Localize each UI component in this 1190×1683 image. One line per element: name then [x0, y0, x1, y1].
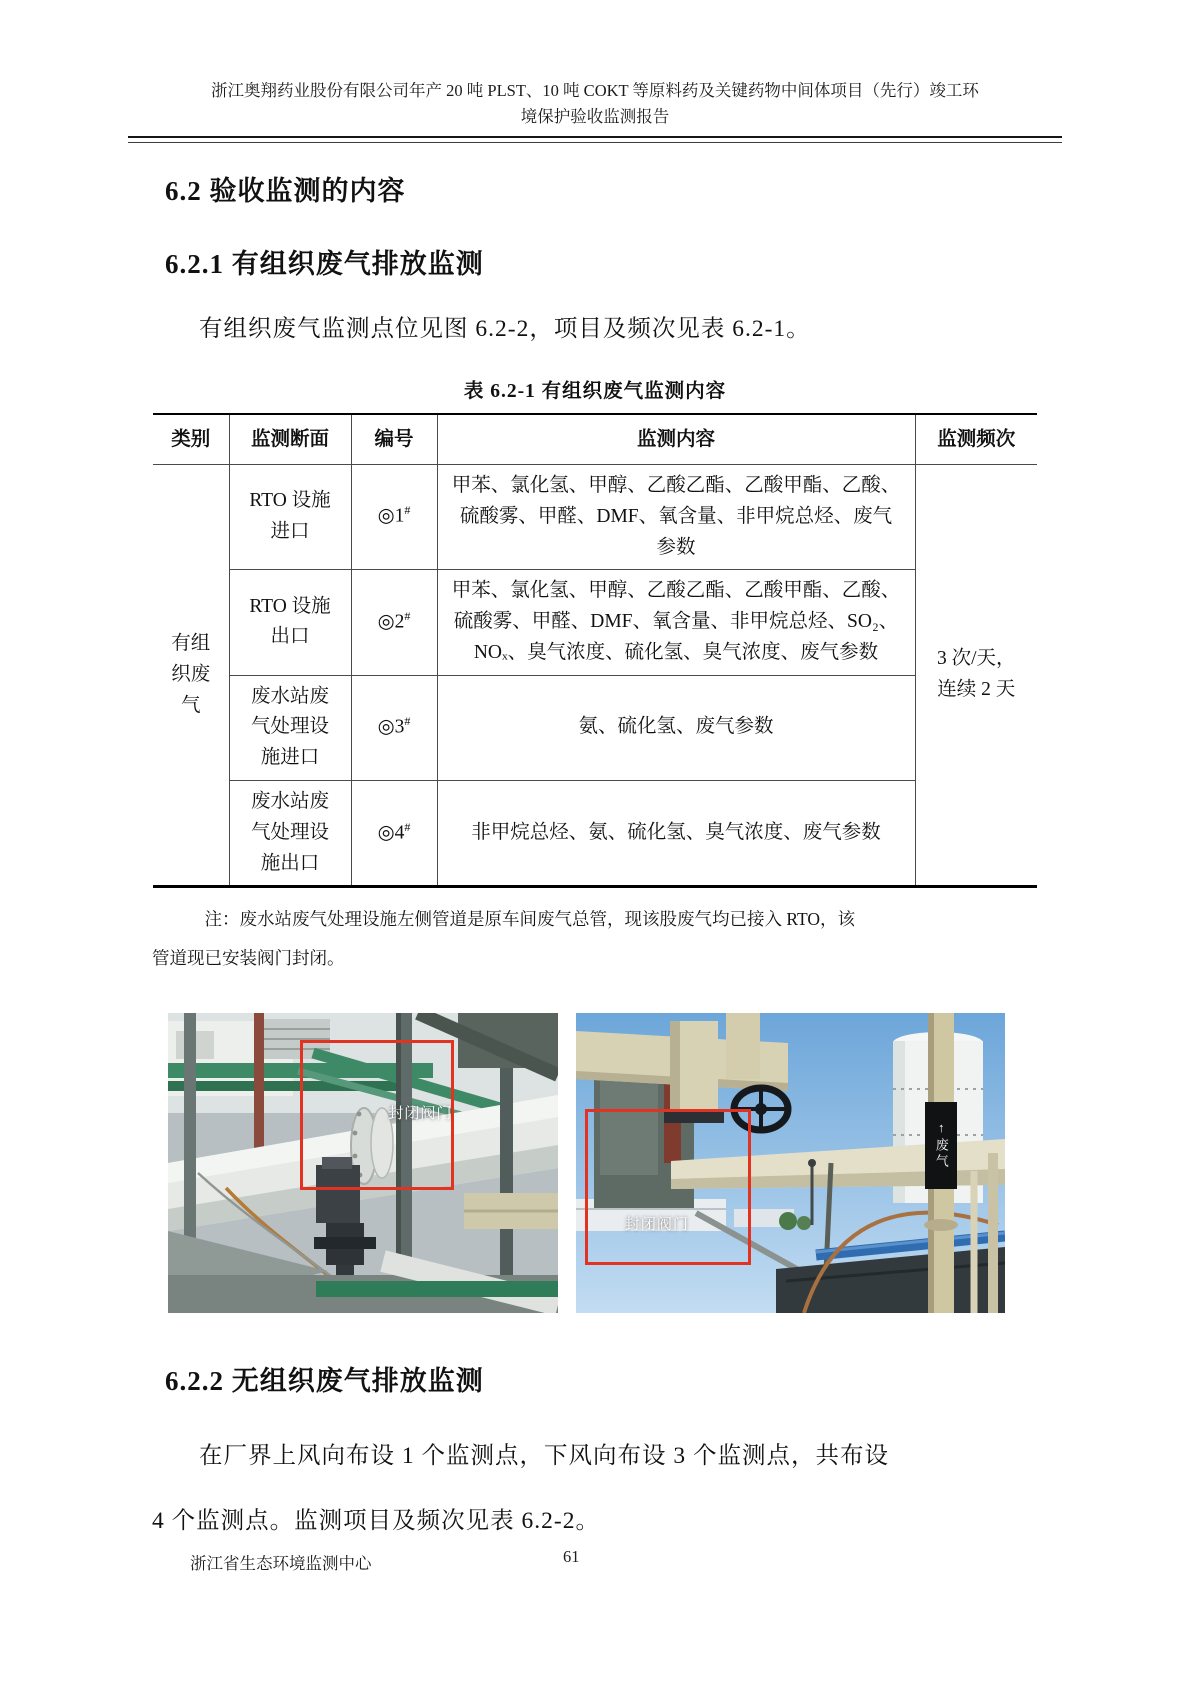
cell-section-4: 废水站废气处理设施出口	[229, 781, 351, 887]
cell-code-1	[351, 464, 437, 569]
header-line-2: 境保护验收监测报告	[520, 106, 670, 126]
photo-row	[168, 1013, 1190, 1313]
monitoring-table	[153, 413, 1037, 889]
cell-content-2: 甲苯、氯化氢、甲醇、乙酸乙酯、乙酸甲酯、乙酸、硫酸雾、甲醛、DMF、氧含量、非甲烷总烃、SO₂、NOₓ、臭气浓度、硫化氢、臭气浓度、废气参数	[437, 570, 915, 675]
photo-right-closed-valve	[576, 1013, 1005, 1313]
paragraph-6-2-2	[152, 1424, 1038, 1553]
col-header-category: 类别	[153, 414, 229, 465]
cell-section-2: RTO 设施出口	[229, 570, 351, 675]
cell-code-3	[351, 675, 437, 780]
col-header-frequency: 监测频次	[915, 414, 1037, 465]
header-rule	[128, 136, 1062, 143]
code-sup: #	[404, 608, 411, 623]
cell-content-4: 非甲烷总烃、氨、硫化氢、臭气浓度、废气参数	[437, 781, 915, 887]
code-text: ◎3	[377, 716, 405, 738]
document-header	[115, 0, 1075, 129]
table-row	[153, 570, 1037, 675]
cell-frequency: 3 次/天，连续 2 天	[915, 464, 1037, 887]
waste-gas-sign: ↑废气	[925, 1102, 957, 1189]
right-red-annotation-box	[585, 1109, 751, 1265]
code-text: ◎4	[377, 822, 405, 844]
cell-section-1: RTO 设施进口	[229, 464, 351, 569]
note-line-2: 管道现已安装阀门封闭。	[152, 947, 345, 968]
table-row	[153, 464, 1037, 569]
table-row	[153, 675, 1037, 780]
cell-section-3: 废水站废气处理设施进口	[229, 675, 351, 780]
right-photo-valve-label: 封闭阀门	[624, 1215, 689, 1233]
code-text: ◎2	[377, 611, 405, 633]
cell-code-2	[351, 570, 437, 675]
header-line-1: 浙江奥翔药业股份有限公司年产 20 吨 PLST、10 吨 COKT 等原料药及关键药物中间体项目（先行）竣工环	[211, 81, 979, 100]
table-title: 表 6.2-1 有组织废气监测内容	[463, 380, 727, 402]
col-header-content: 监测内容	[437, 414, 915, 465]
table-header-row	[153, 414, 1037, 465]
paragraph-6-2-2-line-1: 在厂界上风向布设 1 个监测点，下风向布设 3 个监测点，共布设	[199, 1443, 889, 1470]
cell-content-3: 氨、硫化氢、废气参数	[437, 675, 915, 780]
cell-category: 有组织废气	[153, 464, 229, 887]
cell-content-1: 甲苯、氯化氢、甲醇、乙酸乙酯、乙酸甲酯、乙酸、硫酸雾、甲醛、DMF、氧含量、非甲烷总烃、废气参数	[437, 464, 915, 569]
footer-organization: 浙江省生态环境监测中心	[190, 1554, 372, 1573]
paragraph-6-2-2-line-2: 4 个监测点。监测项目及频次见表 6.2-2。	[152, 1508, 600, 1535]
heading-6-2: 6.2 验收监测的内容	[165, 176, 406, 207]
table-row	[153, 781, 1037, 887]
heading-6-2-2: 6.2.2 无组织废气排放监测	[165, 1366, 484, 1397]
col-header-section: 监测断面	[229, 414, 351, 465]
note-line-1: 注：废水站废气处理设施左侧管道是原车间废气总管，现该股废气均已接入 RTO，该	[204, 909, 856, 930]
table-note	[152, 900, 1038, 977]
left-photo-valve-label: 封闭阀门	[388, 1104, 453, 1122]
heading-6-2-1: 6.2.1 有组织废气排放监测	[165, 249, 484, 280]
code-sup: #	[404, 819, 411, 834]
paragraph-6-2-1: 有组织废气监测点位见图 6.2-2，项目及频次见表 6.2-1。	[199, 316, 811, 343]
col-header-code: 编号	[351, 414, 437, 465]
code-sup: #	[404, 714, 411, 729]
cell-code-4	[351, 781, 437, 887]
photo-left-closed-valve	[168, 1013, 558, 1313]
code-sup: #	[404, 503, 411, 518]
footer-page-number: 61	[563, 1547, 580, 1566]
code-text: ◎1	[377, 505, 405, 527]
